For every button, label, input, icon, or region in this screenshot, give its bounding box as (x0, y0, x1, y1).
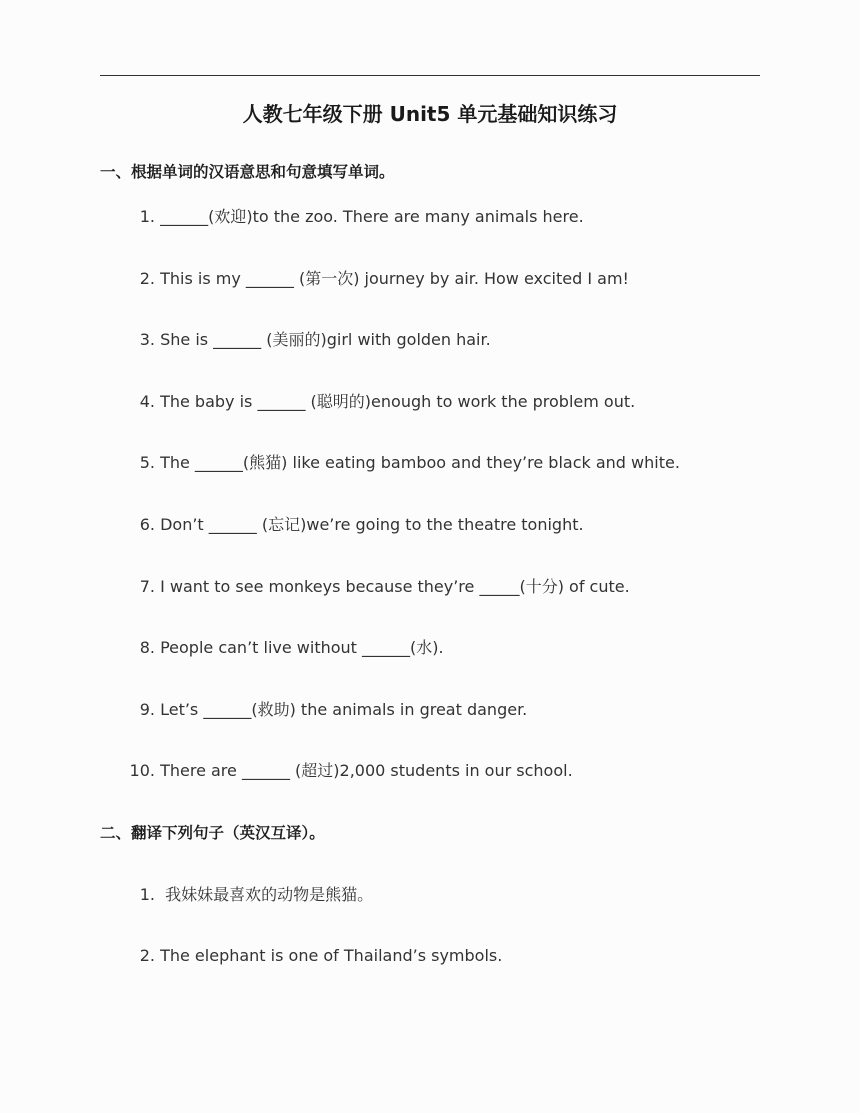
list-item (110, 514, 750, 536)
item-number: 6. (139, 515, 155, 534)
item-text: Let’s ______(救助) the animals in great danger. (155, 700, 528, 719)
list-item (110, 760, 750, 782)
section-heading-translation: 二、翻译下列句子（英汉互译）。 (100, 824, 325, 842)
item-text: There are ______ (超过)2,000 students in our school. (155, 761, 573, 780)
item-number: 1. (139, 885, 155, 904)
list-item (110, 576, 750, 598)
top-rule (100, 75, 760, 76)
item-number: 5. (139, 453, 155, 472)
list-item (110, 884, 750, 906)
item-text: She is ______ (美丽的)girl with golden hair. (155, 330, 491, 349)
item-number: 1. (139, 207, 155, 226)
item-text: ______(欢迎)to the zoo. There are many animals here. (155, 207, 584, 226)
item-number: 7. (139, 577, 155, 596)
item-text: I want to see monkeys because they’re _____(十分) of cute. (155, 577, 630, 596)
item-text: Don’t ______ (忘记)we’re going to the theatre tonight. (155, 515, 584, 534)
item-text: People can’t live without ______(水). (155, 638, 444, 657)
list-item (110, 945, 750, 967)
item-number: 10. (129, 761, 155, 780)
item-text: The baby is ______ (聪明的)enough to work the problem out. (155, 392, 636, 411)
item-number: 2. (139, 269, 155, 288)
item-number: 3. (139, 330, 155, 349)
page-title: 人教七年级下册 Unit5 单元基础知识练习 (242, 102, 618, 126)
list-item (110, 637, 750, 659)
item-number: 4. (139, 392, 155, 411)
section-heading-vocabulary: 一、根据单词的汉语意思和句意填写单词。 (100, 163, 395, 181)
item-number: 9. (139, 700, 155, 719)
list-item (110, 391, 750, 413)
list-item (110, 452, 750, 474)
list-item (110, 206, 750, 228)
list-item (110, 699, 750, 721)
item-text: This is my ______ (第一次) journey by air. How excited I am! (155, 269, 629, 288)
list-item (110, 329, 750, 351)
item-number: 8. (139, 638, 155, 657)
list-item (110, 268, 750, 290)
item-text: The ______(熊猫) like eating bamboo and they’re black and white. (155, 453, 680, 472)
item-text: The elephant is one of Thailand’s symbols. (155, 946, 503, 965)
item-text: 我妹妹最喜欢的动物是熊猫。 (155, 885, 374, 904)
item-number: 2. (139, 946, 155, 965)
